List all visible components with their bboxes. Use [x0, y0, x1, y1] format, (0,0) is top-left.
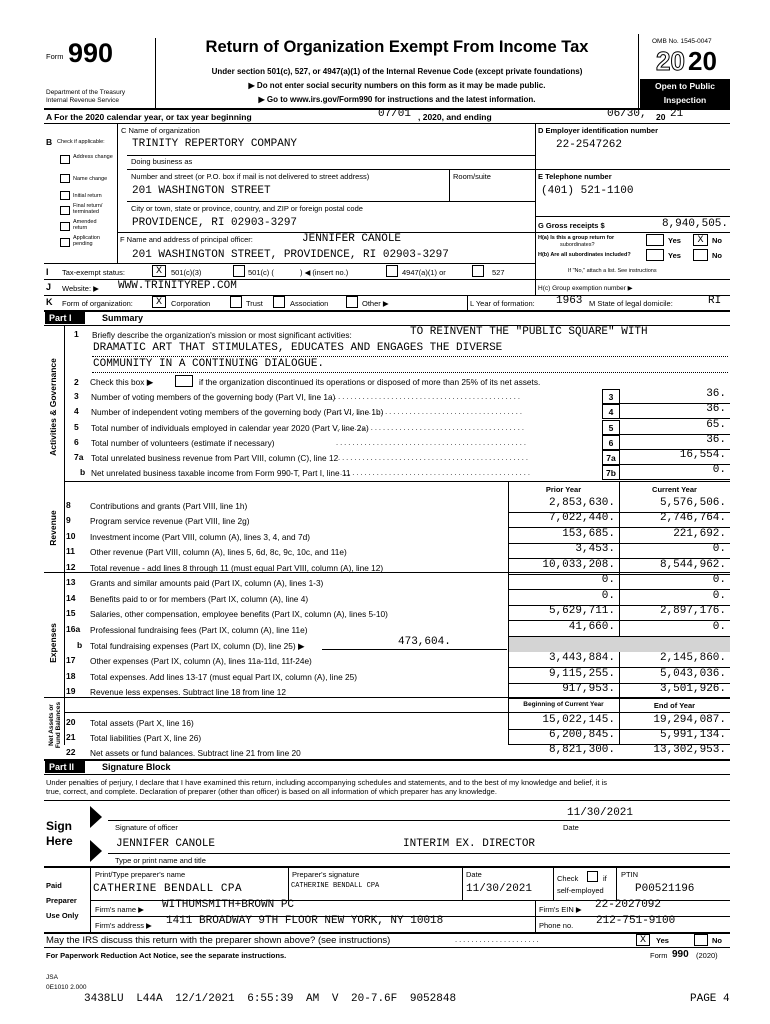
fin-current-value: 2,897,176.	[659, 605, 726, 617]
other-checkbox[interactable]	[346, 296, 358, 308]
preparer-date: 11/30/2021	[466, 883, 533, 895]
name-change-checkbox[interactable]	[60, 174, 70, 183]
fin-line-label: Program service revenue (Part VIII, line 2g)	[90, 516, 250, 526]
current-year-header: Current Year	[652, 485, 697, 494]
fin-prior-value: 0.	[601, 574, 615, 586]
officer-sign-date: 11/30/2021	[567, 807, 634, 819]
fin-line-label: Net assets or fund balances. Subtract line 21 from line 20	[90, 748, 301, 758]
group-exemption-label: H(c) Group exemption number ▶	[538, 285, 633, 292]
trust-label: Trust	[246, 299, 263, 308]
paperwork-notice: For Paperwork Reduction Act Notice, see the separate instructions.	[46, 951, 287, 960]
firm-name: WITHUMSMITH+BROWN PC	[162, 899, 295, 911]
discuss-question: May the IRS discuss this return with the preparer shown above? (see instructions)	[46, 935, 391, 946]
gov-line-num: 5	[74, 422, 79, 432]
hb-yes-checkbox[interactable]	[646, 249, 664, 261]
ptin-value: P00521196	[635, 883, 695, 895]
year-formation-value: 1963	[556, 295, 583, 307]
tax-year-begin: 07/01	[378, 108, 412, 120]
gov-line-box: 5	[602, 420, 620, 435]
gov-line-box: 3	[602, 389, 620, 404]
dba-label: Doing business as	[131, 157, 193, 166]
fin-line-num: 22	[66, 747, 76, 757]
gov-line-label: Number of independent voting members of the governing body (Part VI, line 1b)	[91, 407, 384, 417]
fin-current-value: 0.	[712, 543, 726, 555]
firm-phone-label: Phone no.	[539, 921, 574, 930]
tax-year-end-prefix: 20	[656, 112, 666, 122]
fin-line-label: Professional fundraising fees (Part IX, column (A), line 11e)	[90, 625, 308, 635]
gov-line-num: 7a	[74, 452, 84, 462]
principal-officer-name: JENNIFER CANOLE	[302, 233, 402, 245]
sign-arrow-icon	[90, 806, 102, 828]
fin-prior-value: 2,853,630.	[548, 497, 615, 509]
gov-line-label: Number of voting members of the governing body (Part VI, line 1a)	[91, 392, 336, 402]
initial-return-label: Initial return	[73, 193, 102, 199]
line16b-value: 473,604.	[398, 636, 451, 648]
bottom-stamp: 3438LU L44A 12/1/2021 6:55:39 AM V 20-7.6F 9052848	[84, 993, 457, 1005]
firm-ein-label: Firm's EIN ▶	[539, 905, 582, 914]
gov-line-box: 4	[602, 404, 620, 419]
address-change-checkbox[interactable]	[60, 155, 70, 164]
side-label-expenses: Expenses	[48, 623, 58, 663]
amended-return-checkbox[interactable]	[60, 222, 70, 231]
fin-prior-value: 15,022,145.	[542, 714, 615, 726]
footer-form-year: (2020)	[696, 951, 718, 960]
mission-line-2: DRAMATIC ART THAT STIMULATES, EDUCATES AND ENGAGES THE DIVERSE	[93, 342, 503, 354]
here-label: Here	[46, 834, 73, 848]
eoy-header: End of Year	[653, 701, 696, 710]
footer-form-number: 990	[672, 949, 689, 960]
status-501c-label: 501(c) (	[248, 268, 274, 277]
self-employed-checkbox[interactable]	[587, 871, 598, 882]
fin-line-label: Benefits paid to or for members (Part IX, column (A), line 4)	[90, 594, 309, 604]
type-arrow-icon	[90, 840, 102, 862]
principal-officer-address: 201 WASHINGTON STREET, PROVIDENCE, RI 02903-3297	[132, 249, 449, 261]
status-501c3-checkbox[interactable]: X	[152, 265, 166, 277]
part2-title: Signature Block	[102, 762, 171, 772]
line-j-label: J	[46, 282, 52, 292]
jsa-code: 0E1010 2.000	[46, 984, 87, 991]
fin-line-num: 12	[66, 562, 76, 572]
street-label: Number and street (or P.O. box if mail is not delivered to street address)	[131, 172, 370, 181]
status-4947-checkbox[interactable]	[386, 265, 398, 277]
if-label: if	[603, 874, 607, 883]
fin-current-value: 2,746,764.	[659, 512, 726, 524]
fin-current-value: 0.	[712, 621, 726, 633]
line1-label: Briefly describe the organization's mission or most significant activities:	[92, 330, 352, 340]
form-number: 990	[68, 38, 114, 68]
line-a-label: A For the 2020 calendar year, or tax year beginning	[46, 112, 252, 122]
irs-label: Internal Revenue Service	[46, 97, 119, 104]
line-k-label: K	[46, 297, 53, 307]
telephone-label: E Telephone number	[538, 172, 612, 181]
footer-form-label: Form	[650, 951, 668, 960]
open-to-public-badge: Open to Public Inspection	[640, 79, 730, 108]
preparer-sig-label: Preparer's signature	[292, 870, 360, 879]
check-if-applicable: Check if applicable:	[57, 139, 105, 145]
fin-line-label: Investment income (Part VIII, column (A), lines 3, 4, and 7d)	[90, 532, 310, 542]
gov-line-value: 65.	[706, 419, 726, 431]
ha-no-checkbox[interactable]: X	[693, 234, 708, 246]
fin-line-num: 13	[66, 577, 76, 587]
jsa-label: JSA	[46, 974, 58, 981]
address-change-label: Address change	[73, 154, 113, 160]
gov-line-num: 3	[74, 391, 79, 401]
org-city: PROVIDENCE, RI 02903-3297	[132, 217, 298, 229]
fin-line-num: 14	[66, 593, 76, 603]
discuss-yes-checkbox[interactable]: X	[636, 934, 650, 946]
fin-line-label: Grants and similar amounts paid (Part IX, column (A), lines 1-3)	[90, 578, 324, 588]
firm-address-label: Firm's address ▶	[95, 921, 152, 930]
form-subtitle: Under section 501(c), 527, or 4947(a)(1) of the Internal Revenue Code (except private foundations)	[211, 67, 583, 76]
hb-label: H(b) Are all subordinates included?	[538, 252, 631, 258]
self-employed-label: self-employed	[557, 886, 604, 895]
fin-prior-value: 153,685.	[562, 528, 615, 540]
status-insert-no: ) ◀ (insert no.)	[300, 268, 349, 277]
city-label: City or town, state or province, country, and ZIP or foreign postal code	[131, 204, 363, 213]
fin-prior-value: 7,022,440.	[548, 512, 615, 524]
fin-line-num: 20	[66, 717, 76, 727]
firm-name-label: Firm's name ▶	[95, 905, 144, 914]
gov-line-value: 0.	[712, 464, 726, 476]
fin-line-label: Total assets (Part X, line 16)	[90, 718, 194, 728]
gov-line-label: Net unrelated business taxable income from Form 990-T, Part I, line 11	[91, 468, 351, 478]
gov-line-value: 36.	[706, 403, 726, 415]
line16b-num: b	[77, 640, 83, 650]
fin-line-num: 15	[66, 608, 76, 618]
section-b-label: B	[46, 137, 53, 147]
fin-line-label: Salaries, other compensation, employee benefits (Part IX, column (A), lines 5-10)	[90, 609, 388, 619]
fin-prior-value: 10,033,208.	[542, 559, 615, 571]
fin-current-value: 5,043,036.	[659, 668, 726, 680]
firm-address: 1411 BROADWAY 9TH FLOOR NEW YORK, NY 10018	[166, 915, 444, 927]
officer-title: INTERIM EX. DIRECTOR	[403, 838, 536, 850]
fin-current-value: 0.	[712, 574, 726, 586]
fin-current-value: 221,692.	[673, 528, 726, 540]
ein-label: D Employer identification number	[538, 126, 659, 135]
discontinued-checkbox[interactable]	[175, 375, 193, 387]
mission-line-3: COMMUNITY IN A CONTINUING DIALOGUE.	[93, 358, 325, 370]
tax-year-end-yr: 21	[670, 108, 684, 120]
fin-current-value: 13,302,953.	[653, 744, 726, 756]
fin-line-num: 9	[66, 515, 71, 525]
fin-line-num: 19	[66, 686, 76, 696]
fin-current-value: 19,294,087.	[653, 714, 726, 726]
officer-print-name: JENNIFER CANOLE	[116, 838, 216, 850]
fin-prior-value: 917,953.	[562, 683, 615, 695]
paid-label: Paid	[46, 881, 62, 890]
gross-receipts-value: 8,940,505.	[661, 218, 728, 230]
fin-line-num: 21	[66, 732, 76, 742]
fin-line-label: Total expenses. Add lines 13-17 (must equal Part IX, column (A), line 25)	[90, 672, 358, 682]
gov-line-box: 7b	[602, 465, 620, 480]
gross-receipts-label: G Gross receipts $	[538, 221, 605, 230]
gov-line-value: 16,554.	[679, 449, 726, 461]
gov-line-label: Total unrelated business revenue from Part VIII, column (C), line 12	[91, 453, 339, 463]
ha-yes-label: Yes	[668, 236, 681, 245]
line2-label: Check this box ▶	[90, 377, 154, 387]
signature-officer-label[interactable]: Signature of officer	[115, 823, 178, 832]
tax-exempt-status-label: Tax-exempt status:	[62, 268, 125, 277]
part1-tag: Part I	[45, 312, 85, 324]
gov-line-label: Total number of volunteers (estimate if necessary)	[91, 438, 275, 448]
notice-instructions: ▶ Go to www.irs.gov/Form990 for instructions and the latest information.	[258, 95, 536, 104]
gov-line-box: 7a	[602, 450, 620, 465]
org-name-label: C Name of organization	[121, 126, 200, 135]
fin-prior-value: 0.	[601, 590, 615, 602]
page-number: PAGE 4	[690, 993, 730, 1005]
h-note: If "No," attach a list. See instructions	[568, 268, 657, 274]
discuss-yes-label: Yes	[656, 936, 669, 945]
corporation-label: Corporation	[171, 299, 211, 308]
discuss-no-label: No	[712, 936, 722, 945]
ein-value: 22-2547262	[556, 139, 623, 151]
side-label-revenue: Revenue	[48, 510, 58, 546]
website-value[interactable]: WWW.TRINITYREP.COM	[118, 280, 237, 292]
final-return-checkbox[interactable]	[60, 206, 70, 215]
fin-prior-value: 5,629,711.	[548, 605, 615, 617]
fin-current-value: 5,576,506.	[659, 497, 726, 509]
name-change-label: Name change	[73, 176, 108, 182]
notice-ssn: ▶ Do not enter social security numbers on this form as it may be made public.	[248, 81, 546, 90]
state-domicile-value: RI	[708, 295, 722, 307]
ha-yes-checkbox[interactable]	[646, 234, 664, 246]
fin-line-label: Total liabilities (Part X, line 26)	[90, 733, 202, 743]
preparer-date-label: Date	[466, 870, 482, 879]
preparer-signature: CATHERINE BENDALL CPA	[291, 882, 380, 890]
tax-year-end: 06/30,	[607, 108, 647, 120]
fin-line-label: Contributions and grants (Part VIII, line 1h)	[90, 501, 248, 511]
dept-treasury: Department of the Treasury	[46, 89, 126, 96]
gov-line-label: Total number of individuals employed in calendar year 2020 (Part V, line 2a)	[91, 423, 369, 433]
other-label: Other ▶	[362, 299, 389, 308]
hb-yes-label: Yes	[668, 251, 681, 260]
ptin-label: PTIN	[621, 870, 639, 879]
sign-label: Sign	[46, 819, 72, 833]
initial-return-checkbox[interactable]	[60, 191, 70, 200]
prior-year-header: Prior Year	[545, 485, 582, 494]
fin-current-value: 8,544,962.	[659, 559, 726, 571]
form-label: Form	[46, 52, 64, 61]
discuss-no-checkbox[interactable]	[694, 934, 708, 946]
fin-prior-value: 41,660.	[568, 621, 615, 633]
fin-line-label: Revenue less expenses. Subtract line 18 from line 12	[90, 687, 287, 697]
fin-line-num: 8	[66, 500, 71, 510]
fin-current-value: 5,991,134.	[659, 729, 726, 741]
form-of-org-label: Form of organization:	[62, 299, 133, 308]
form-title: Return of Organization Exempt From Income Tax	[205, 38, 589, 56]
part2-tag: Part II	[45, 761, 85, 773]
gov-line-num: b	[80, 467, 86, 477]
fin-line-num: 16a	[66, 624, 81, 634]
firm-ein: 22-2027092	[595, 899, 662, 911]
association-checkbox[interactable]	[273, 296, 285, 308]
telephone-value: (401) 521-1100	[541, 185, 634, 197]
preparer-name-label: Print/Type preparer's name	[95, 870, 186, 879]
org-street: 201 WASHINGTON STREET	[132, 185, 271, 197]
line-a-mid: , 2020, and ending	[418, 112, 492, 122]
state-domicile-label: M State of legal domicile:	[589, 299, 673, 308]
gov-line-num: 6	[74, 437, 79, 447]
penalty-text-1: Under penalties of perjury, I declare that I have examined this return, including accompanying schedules and statements, and to the best of my knowledge and belief, it is	[46, 778, 608, 787]
amended-return-label: Amended return	[73, 219, 97, 231]
hb-no-label: No	[712, 251, 722, 260]
check-label: Check	[557, 874, 579, 883]
hb-no-checkbox[interactable]	[693, 249, 708, 261]
part1-title: Summary	[102, 313, 144, 323]
fin-prior-value: 3,443,884.	[548, 652, 615, 664]
use-only-label: Use Only	[46, 911, 79, 920]
trust-checkbox[interactable]	[230, 296, 242, 308]
corporation-checkbox[interactable]: X	[152, 296, 166, 308]
fin-line-num: 18	[66, 671, 76, 681]
gov-line-num: 4	[74, 406, 79, 416]
fin-current-value: 0.	[712, 590, 726, 602]
gov-line-value: 36.	[706, 388, 726, 400]
status-501c-checkbox[interactable]	[233, 265, 245, 277]
status-527-checkbox[interactable]	[472, 265, 484, 277]
fin-line-num: 17	[66, 655, 76, 665]
room-suite-label: Room/suite	[453, 172, 491, 181]
penalty-text-2: true, correct, and complete. Declaration of preparer (other than officer) is based on all information of which preparer has any knowledge.	[46, 787, 497, 796]
status-4947-label: 4947(a)(1) or	[402, 268, 446, 277]
preparer-name: CATHERINE BENDALL CPA	[93, 883, 243, 895]
fin-line-label: Other revenue (Part VIII, column (A), lines 5, 6d, 8c, 9c, 10c, and 11e)	[90, 547, 347, 557]
side-label-activities: Activities & Governance	[48, 358, 58, 456]
fin-prior-value: 9,115,255.	[548, 668, 615, 680]
line16b-label: Total fundraising expenses (Part IX, column (D), line 25) ▶	[90, 641, 305, 651]
line2-desc: if the organization discontinued its operations or disposed of more than 25% of its net assets.	[199, 377, 541, 387]
gov-line-box: 6	[602, 435, 620, 450]
fin-current-value: 2,145,860.	[659, 652, 726, 664]
website-label: Website: ▶	[62, 284, 99, 293]
fin-current-value: 3,501,926.	[659, 683, 726, 695]
firm-phone: 212-751-9100	[596, 915, 676, 927]
year-formation-label: L Year of formation:	[470, 299, 535, 308]
fin-line-label: Other expenses (Part IX, column (A), lines 11a-11d, 11f-24e)	[90, 656, 312, 666]
side-label-net-assets: Net Assets or Fund Balances	[48, 701, 62, 749]
preparer-label: Preparer	[46, 896, 77, 905]
fin-prior-value: 8,821,300.	[548, 744, 615, 756]
status-527-label: 527	[492, 268, 505, 277]
ha-no-label: No	[712, 236, 722, 245]
principal-officer-label: F Name and address of principal officer:	[120, 235, 253, 244]
type-print-label: Type or print name and title	[115, 856, 206, 865]
year-outline: 20	[656, 46, 685, 76]
fin-line-label: Total revenue - add lines 8 through 11 (must equal Part VIII, column (A), line 12)	[90, 563, 384, 573]
application-pending-label: Application pending	[73, 235, 100, 247]
status-501c3-label: 501(c)(3)	[171, 268, 202, 277]
application-pending-checkbox[interactable]	[60, 238, 70, 247]
fin-prior-value: 3,453.	[575, 543, 615, 555]
fin-line-num: 10	[66, 531, 76, 541]
fin-line-num: 11	[66, 546, 75, 556]
mission-line-1: TO REINVENT THE "PUBLIC SQUARE" WITH	[410, 326, 648, 338]
line-i-label: I	[46, 267, 49, 277]
boy-header: Beginning of Current Year	[523, 701, 604, 708]
org-name: TRINITY REPERTORY COMPANY	[132, 138, 298, 150]
ha-label: H(a) Is this a group return for	[538, 235, 615, 241]
year-bold: 20	[688, 46, 717, 76]
association-label: Association	[290, 299, 329, 308]
sign-date-label: Date	[563, 823, 579, 832]
final-return-label: Final return/ terminated	[73, 203, 103, 215]
ha-label-2: subordinates?	[560, 242, 595, 248]
fin-prior-value: 6,200,845.	[548, 729, 615, 741]
gov-line-value: 36.	[706, 434, 726, 446]
omb-number: OMB No. 1545-0047	[652, 38, 712, 45]
